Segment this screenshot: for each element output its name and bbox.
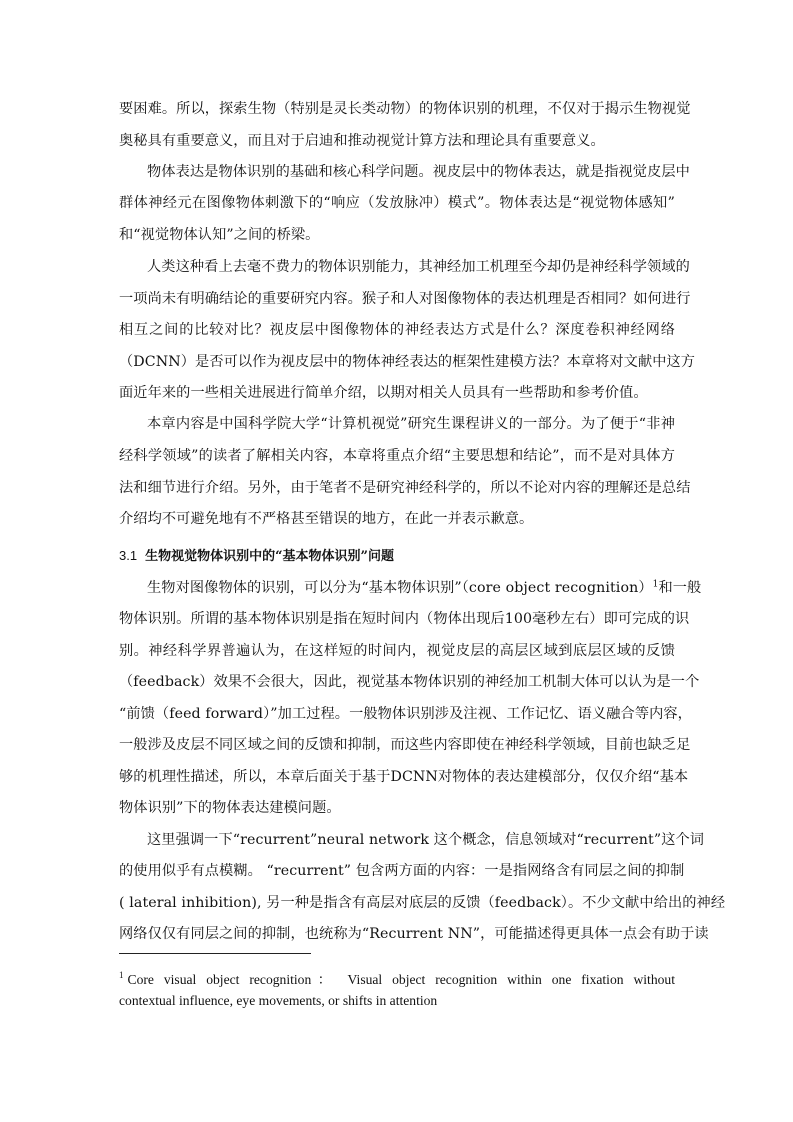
body-text-line: 的使用似乎有点模糊。 “recurrent” 包含两方面的内容：一是指网络含有同层之间的抑制: [119, 863, 685, 879]
section-heading: [119, 546, 394, 566]
body-text-line: ( lateral inhibition), 另一种是指含有高层对底层的反馈（feedback）。不少文献中给出的神经: [119, 895, 726, 911]
section-number: 3.1: [119, 548, 138, 563]
footnote-separator: [119, 953, 311, 954]
body-text-line: 人类这种看上去毫不费力的物体识别能力，其神经加工机理至今却仍是神经科学领域的: [147, 259, 690, 275]
footnote-reference[interactable]: 1: [652, 579, 659, 590]
body-text-line: 够的机理性描述，所以，本章后面关于基于DCNN对物体的表达建模部分，仅仅介绍“基本: [119, 769, 689, 785]
footnote-line: contextual influence, eye movements, or shifts in attention: [119, 993, 438, 1008]
body-text-line: 经科学领域”的读者了解相关内容，本章将重点介绍“主要思想和结论”，而不是对具体方: [119, 448, 675, 464]
body-text-line: 介绍均不可避免地有不严格甚至错误的地方，在此一并表示歉意。: [119, 511, 534, 527]
body-text-line: （DCNN）是否可以作为视皮层中的物体神经表达的框架性建模方法？本章将对文献中这方: [119, 354, 696, 370]
body-text-line: 和“视觉物体认知”之间的桥梁。: [119, 227, 320, 243]
body-text-line: 要困难。所以，探索生物（特别是灵长类动物）的物体识别的机理，不仅对于揭示生物视觉: [119, 101, 691, 117]
body-text-line: “前馈（feed forward）”加工过程。一般物体识别涉及注视、工作记忆、语义融合等内容，: [119, 706, 692, 722]
section-title: 生物视觉物体识别中的“基本物体识别”问题: [145, 549, 395, 564]
body-text-segment: 生物对图像物体的识别，可以分为“基本物体识别”（core object recognition）: [147, 580, 653, 596]
body-text-line: 相互之间的比较对比？视皮层中图像物体的神经表达方式是什么？深度卷积神经网络: [119, 322, 675, 338]
body-text-line: 奥秘具有重要意义，而且对于启迪和推动视觉计算方法和理论具有重要意义。: [119, 133, 605, 149]
body-text-line: 一般涉及皮层不同区域之间的反馈和抑制，而这些内容即使在神经科学领域，目前也缺乏足: [119, 737, 691, 753]
body-text-line: 一项尚未有明确结论的重要研究内容。猴子和人对图像物体的表达机理是否相同？如何进行: [119, 291, 691, 307]
body-text-line: （feedback）效果不会很大，因此，视觉基本物体识别的神经加工机制大体可以认为是一个: [119, 674, 700, 690]
body-text-line: 别。神经科学界普遍认为，在这样短的时间内，视觉皮层的高层区域到底层区域的反馈: [119, 643, 675, 659]
footnote-text: Core visual object recognition： Visual object recognition within one fixation without: [127, 972, 675, 987]
body-text-line: 这里强调一下“recurrent”neural network 这个概念，信息领域对“recurrent”这个词: [147, 832, 705, 848]
body-text-line: 物体识别。所谓的基本物体识别是指在短时间内（物体出现后100毫秒左右）即可完成的识: [119, 611, 690, 627]
body-text-segment: 和一般: [658, 580, 702, 596]
footnote-marker: 1: [119, 970, 124, 981]
body-text-line: 面近年来的一些相关进展进行简单介绍，以期对相关人员具有一些帮助和参考价值。: [119, 385, 648, 401]
body-text-line: 物体表达是物体识别的基础和核心科学问题。视皮层中的物体表达，就是指视觉皮层中: [147, 164, 690, 180]
body-text-line-with-footnote: [147, 578, 702, 598]
footnote-line: [119, 970, 675, 990]
body-text-line: 网络仅仅有同层之间的抑制，也统称为“Recurrent NN”，可能描述得更具体一点会有助于读: [119, 926, 709, 942]
body-text-line: 物体识别”下的物体表达建模问题。: [119, 800, 341, 816]
body-text-line: 群体神经元在图像物体刺激下的“响应（发放脉冲）模式”。物体表达是“视觉物体感知”: [119, 195, 675, 211]
body-text-line: 本章内容是中国科学院大学“计算机视觉”研究生课程讲义的一部分。为了便于“非神: [147, 416, 675, 432]
body-text-line: 法和细节进行介绍。另外，由于笔者不是研究神经科学的，所以不论对内容的理解还是总结: [119, 480, 691, 496]
